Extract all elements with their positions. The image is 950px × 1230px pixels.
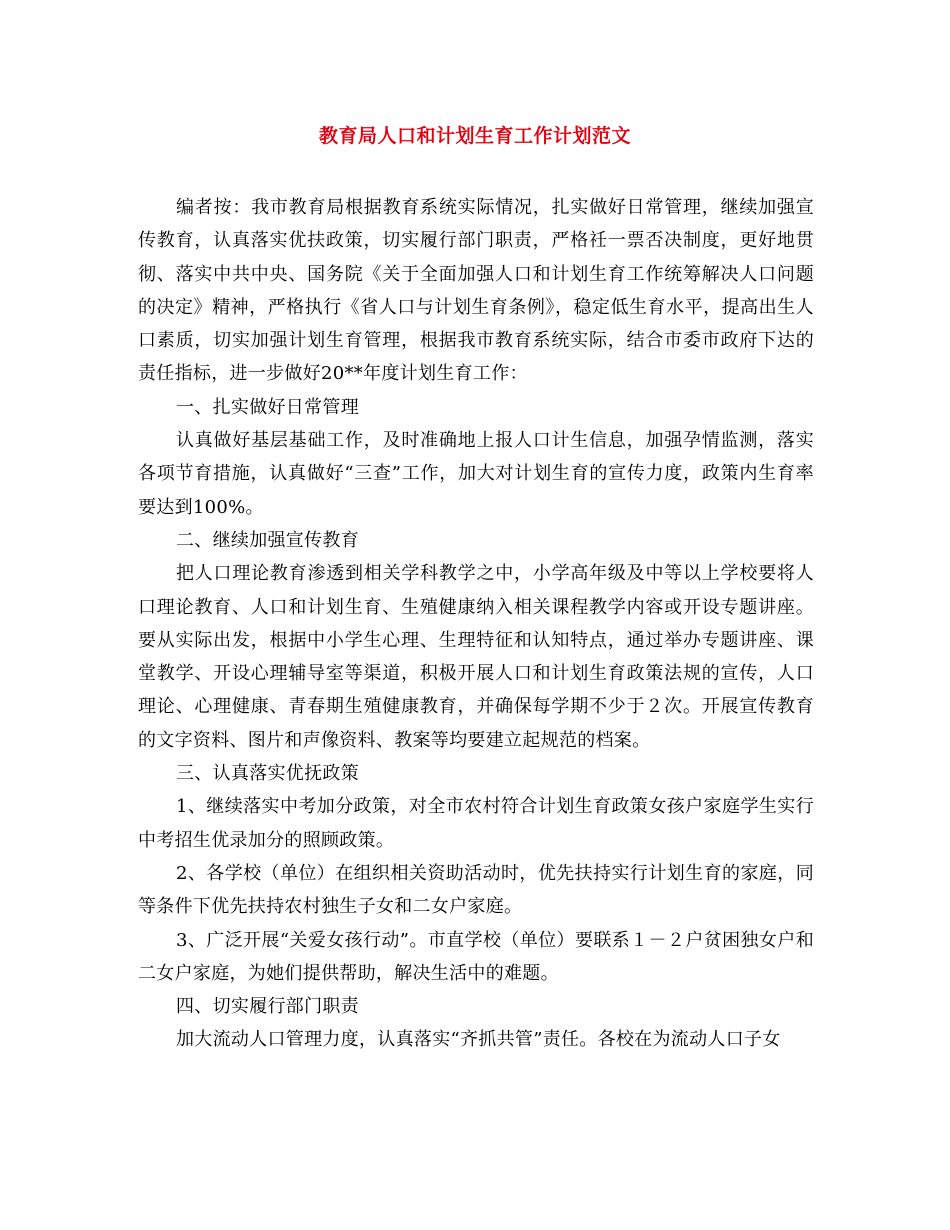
section-3-item-3: 3、广泛开展“关爱女孩行动”。市直学校（单位）要联系１－２户贫困独女户和二女户家庭，为她们提供帮助，解决生活中的难题。 (138, 929, 814, 984)
document-title: 教育局人口和计划生育工作计划范文 (318, 125, 631, 147)
section-3-item-2: 2、各学校（单位）在组织相关资助活动时，优先扶持实行计划生育的家庭，同等条件下优先扶持农村独生子女和二女户家庭。 (138, 862, 814, 918)
section-heading-1: 一、扎实做好日常管理 (176, 396, 359, 418)
section-heading-3: 三、认真落实优抚政策 (176, 763, 359, 785)
section-heading-2: 二、继续加强宣传教育 (176, 529, 359, 551)
section-2-paragraph: 把人口理论教育渗透到相关学科教学之中，小学高年级及中等以上学校要将人口理论教育、人口和计划生育、生殖健康纳入相关课程教学内容或开设专题讲座。要从实际出发，根据中小学生心理、生理特征和认知特点，通过举办专题讲座、课堂教学、开设心理辅导室等渠道，积极开展人口和计划生育政策法规的宣传，人口理论、心理健康、青春期生殖健康教育，并确保每学期不少于２次。开展宣传教育的文字资料、图片和声像资料、教案等均要建立起规范的档案。 (138, 563, 814, 751)
section-heading-4: 四、切实履行部门职责 (176, 996, 359, 1018)
document-body (138, 191, 814, 1057)
editor-note-paragraph: 编者按：我市教育局根据教育系统实际情况，扎实做好日常管理，继续加强宣传教育，认真落实优扶政策，切实履行部门职责，严格祍一票否决制度，更好地贯彻、落实中共中央、国务院《关于全面加强人口和计划生育工作统筹解决人口问题的决定》精神，严格执行《省人口与计划生育条例》，稳定低生育水平，提高出生人口素质，切实加强计划生育管理，根据我市教育系统实际，结合市委市政府下达的责任指标，进一步做好20**年度计划生育工作： (138, 197, 814, 385)
section-3-item-1: 1、继续落实中考加分政策，对全市农村符合计划生育政策女孩户家庭学生实行中考招生优录加分的照顾政策。 (138, 796, 814, 851)
section-4-paragraph: 加大流动人口管理力度，认真落实“齐抓共管”责任。各校在为流动人口子女 (176, 1029, 781, 1051)
section-1-paragraph: 认真做好基层基础工作，及时准确地上报人口计生信息，加强孕情监测，落实各项节育措施，认真做好“三查”工作，加大对计划生育的宣传力度，政策内生育率要达到100%。 (138, 430, 814, 518)
